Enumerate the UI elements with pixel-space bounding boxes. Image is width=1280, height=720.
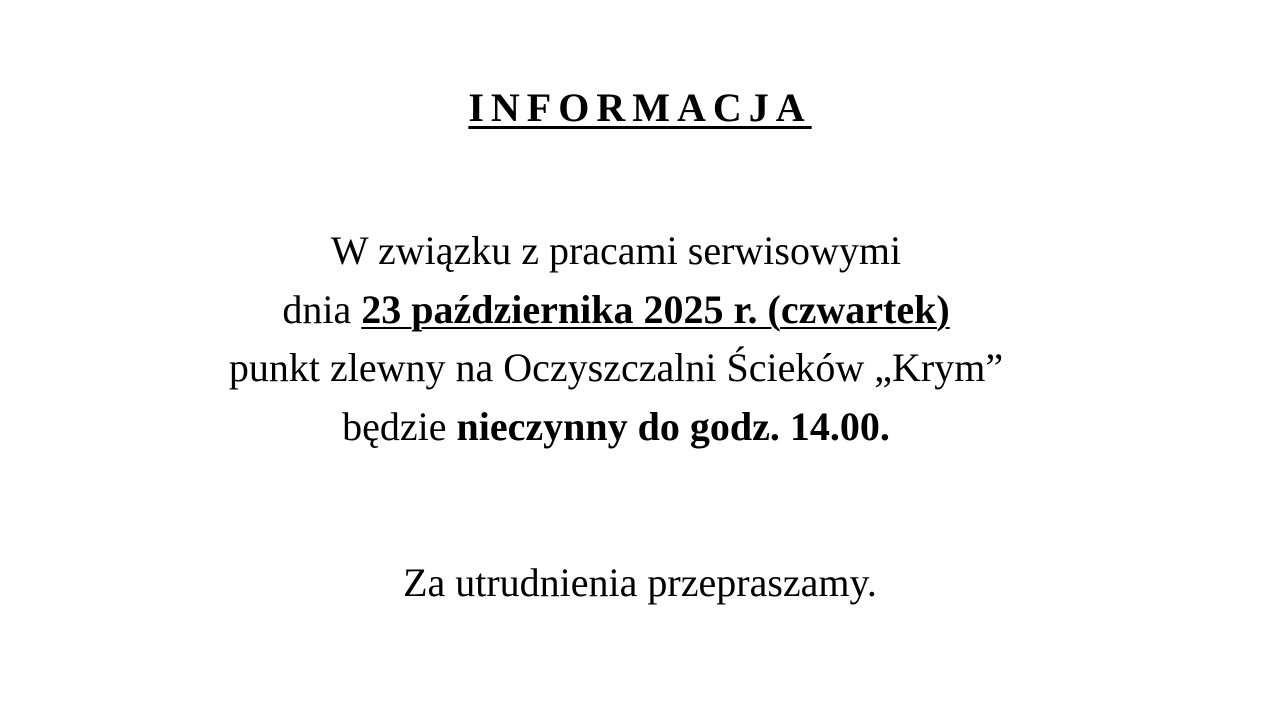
notice-line-4 [6,398,1226,457]
notice-body [6,222,1226,456]
notice-title-text: INFORMACJA [468,85,812,130]
notice-line-1: W związku z pracami serwisowymi [330,228,902,273]
notice-title [0,82,1280,134]
notice-line-3: punkt zlewny na Oczyszczalni Ścieków „Krym” [228,345,1004,390]
notice-line-2 [6,281,1226,340]
notice-line-4-prefix: będzie [342,403,457,449]
notice-closed-hours: nieczynny do godz. 14.00. [456,403,890,449]
notice-closing: Za utrudnienia przepraszamy. [403,560,877,605]
notice-date: 23 października 2025 r. (czwartek) [361,286,950,332]
notice-line-2-prefix: dnia [282,286,362,332]
